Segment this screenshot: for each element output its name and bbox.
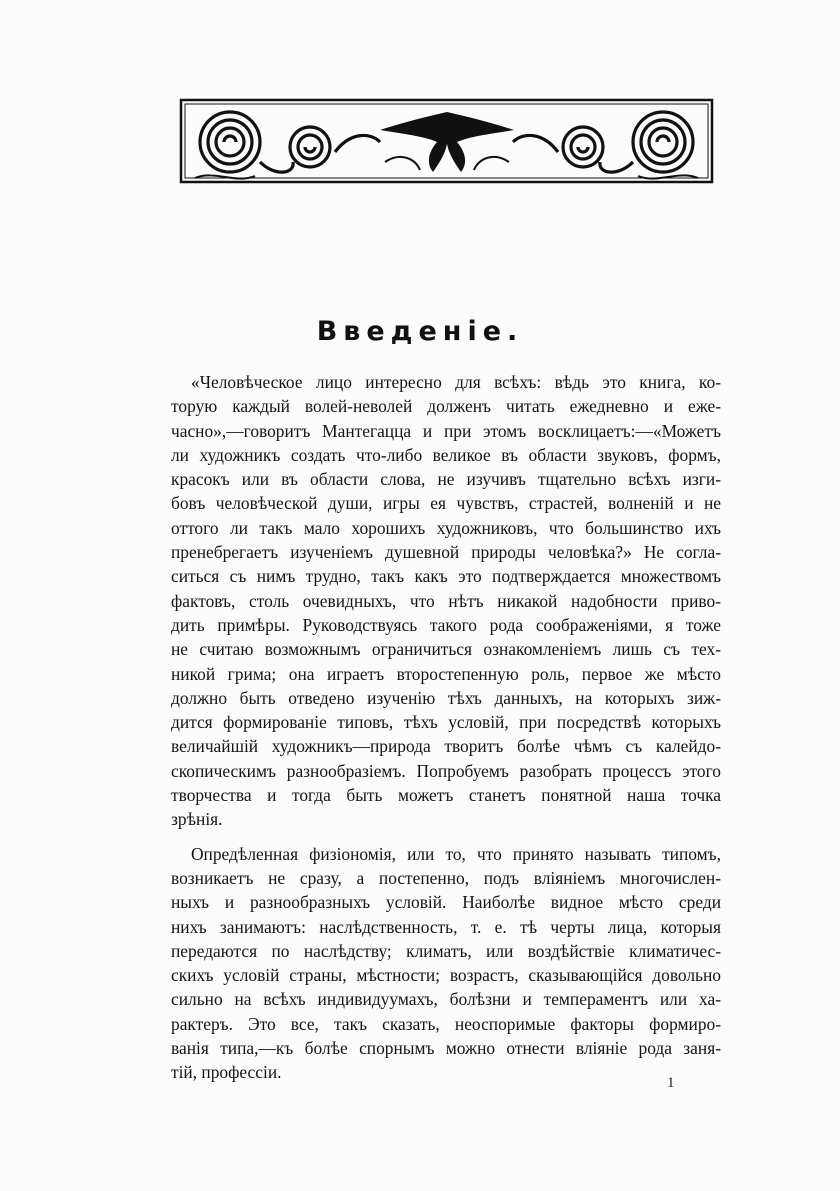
text-line: нихъ занимаютъ: наслѣдственность, т. е. тѣ черты лица, которыя [171,916,721,937]
text-line: ли художникъ создать что-либо великое въ области звуковъ, формъ, [171,444,721,465]
paragraph-1 [171,370,721,832]
paragraph-2 [171,842,721,1085]
text-line: никой грима; она играетъ второстепенную роль, первое же мѣсто [171,663,721,684]
text-line: должно быть отведено изученiю тѣхъ данныхъ, на которыхъ зиж- [171,687,721,708]
page-number: 1 [667,1075,675,1091]
text-line: красокъ или въ области слова, не изучивъ тщательно всѣхъ изги- [171,469,721,490]
text-line: Опредѣленная физiономiя, или то, что принято называть типомъ, [191,843,721,864]
text-line: не считаю возможнымъ ограничиться ознакомленiемъ лишь съ тех- [171,639,721,660]
text-line: ситься съ нимъ трудно, такъ какъ это подтверждается множествомъ [171,566,721,587]
text-line: скихъ условiй страны, мѣстности; возрастъ, сказывающiйся довольно [171,965,721,986]
headpiece-ornament-icon [175,92,718,195]
text-line: тiй, профессiи. [171,1062,282,1083]
paragraph-gap [171,832,721,842]
text-line: сильно на всѣхъ индивидуумахъ, болѣзни и темпераментъ или ха- [171,989,721,1010]
text-line: ванiя типа,—къ болѣе спорнымъ можно отнести влiянiе рода заня- [171,1038,721,1059]
text-line: скопическимъ разнообразiемъ. Попробуемъ разобрать процессъ этого [171,760,721,781]
text-line: торую каждый волей-неволей долженъ читать ежедневно и еже- [171,396,721,417]
text-line: ныхъ и разнообразныхъ условiй. Наиболѣе видное мѣсто среди [171,892,721,913]
text-line: зрѣнiя. [171,809,223,830]
text-line: «Человѣческое лицо интересно для всѣхъ: вѣдь это книга, ко- [191,372,721,392]
text-line: бовъ человѣческой души, игры ея чувствъ, страстей, волненiй и не [171,493,721,514]
text-line: рактеръ. Это все, такъ сказать, неоспоримые факторы формиро- [171,1013,721,1034]
text-line: творчества и тогда быть можетъ станетъ понятной наша точка [171,785,721,806]
text-line: дится формированiе типовъ, тѣхъ условiй, при посредствѣ которыхъ [171,712,721,733]
text-line: оттого ли такъ мало хорошихъ художниковъ, что большинство ихъ [171,517,721,538]
text-line: передаются по наслѣдству; климатъ, или воздѣйствiе климатичес- [171,940,721,961]
text-line: возникаетъ не сразу, а постепенно, подъ влiянiемъ многочислен- [171,867,721,888]
text-line: часно»,—говоритъ Мантегацца и при этомъ восклицаетъ:—«Можетъ [171,420,721,441]
text-line: величайшiй художникъ—природа творитъ болѣе чѣмъ съ калейдо- [171,736,721,757]
text-line: дить примѣры. Руководствуясь такого рода соображенiями, я тоже [171,614,721,635]
text-line: фактовъ, столь очевидныхъ, что нѣтъ никакой надобности приво- [171,590,721,611]
text-line: пренебрегаетъ изученiемъ душевной природы человѣка?» Не согла- [171,542,721,563]
chapter-heading: Введенiе. [316,316,524,347]
body-text [171,370,721,1085]
